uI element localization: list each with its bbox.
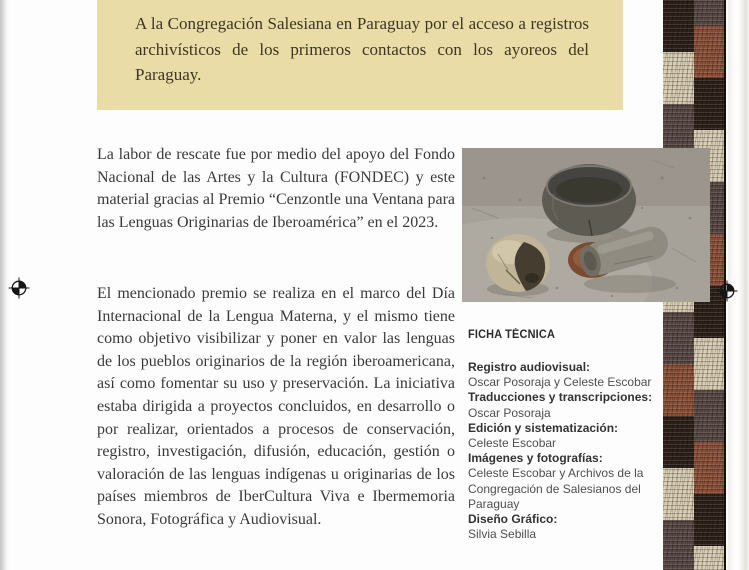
- acknowledgment-text: A la Congregación Salesiana en Paraguay por el acceso a registros archivísticos de los primeros contactos con los ayoreos del Paraguay.: [135, 14, 589, 84]
- credit-label-traducciones: Traducciones y transcripciones:: [468, 390, 653, 405]
- credit-label-imagenes: Imágenes y fotografías:: [468, 451, 603, 466]
- ficha-tecnica-section: [468, 329, 654, 542]
- paragraph-premio-cenzontle: El mencionado premio se realiza en el marco del Día Internacional de la Lengua Materna, y el mismo tiene como objetivo visibilizar y poner en valor las lenguas de los pueblos originarios de la región iberoamericana, así como fomentar su uso y preservación. La iniciativa estaba dirigida a proyectos concluidos, en desarrollo o por realizar, orientados a procesos de conservación, registro, investigación, difusión, educación, gestión o valoración de las lenguas indígenas u originarias de los países miembros de IberCultura Viva e Ibermemoria Sonora, Fotográfica y Audiovisual.: [97, 285, 455, 528]
- artifacts-photo: [462, 148, 710, 302]
- credit-label-diseno: Diseño Gráfico:: [468, 512, 558, 527]
- gourd-artifact: [486, 234, 550, 292]
- registration-mark-icon: [8, 277, 30, 299]
- acknowledgment-box: [97, 0, 623, 110]
- registration-mark-icon: [716, 280, 738, 302]
- ficha-tecnica-title: FICHA TÉCNICA: [468, 329, 556, 341]
- credit-value-traducciones: Oscar Posoraja: [468, 405, 551, 420]
- credit-value-edicion: Celeste Escobar: [468, 436, 557, 451]
- credit-value-imagenes: Celeste Escobar y Archivos de la Congregación de Salesianos del Paraguay: [468, 466, 644, 511]
- paragraph-fondec: La labor de rescate fue por medio del apoyo del Fondo Nacional de las Artes y la Cultura (FONDEC) y este material gracias al Premio “Cenzontle una Ventana para las Lenguas Originarias de Iberoamérica” en el 2023.: [97, 146, 455, 231]
- credit-value-diseno: Silvia Sebilla: [468, 527, 537, 542]
- credit-label-edicion: Edición y sistematización:: [468, 420, 619, 435]
- bowl-artifact: [542, 164, 636, 236]
- credits-list: [468, 360, 654, 542]
- artifacts-photo-illustration: [462, 148, 710, 302]
- credit-label-registro: Registro audiovisual:: [468, 360, 591, 374]
- credit-value-registro: Oscar Posoraja y Celeste Escobar: [468, 375, 652, 390]
